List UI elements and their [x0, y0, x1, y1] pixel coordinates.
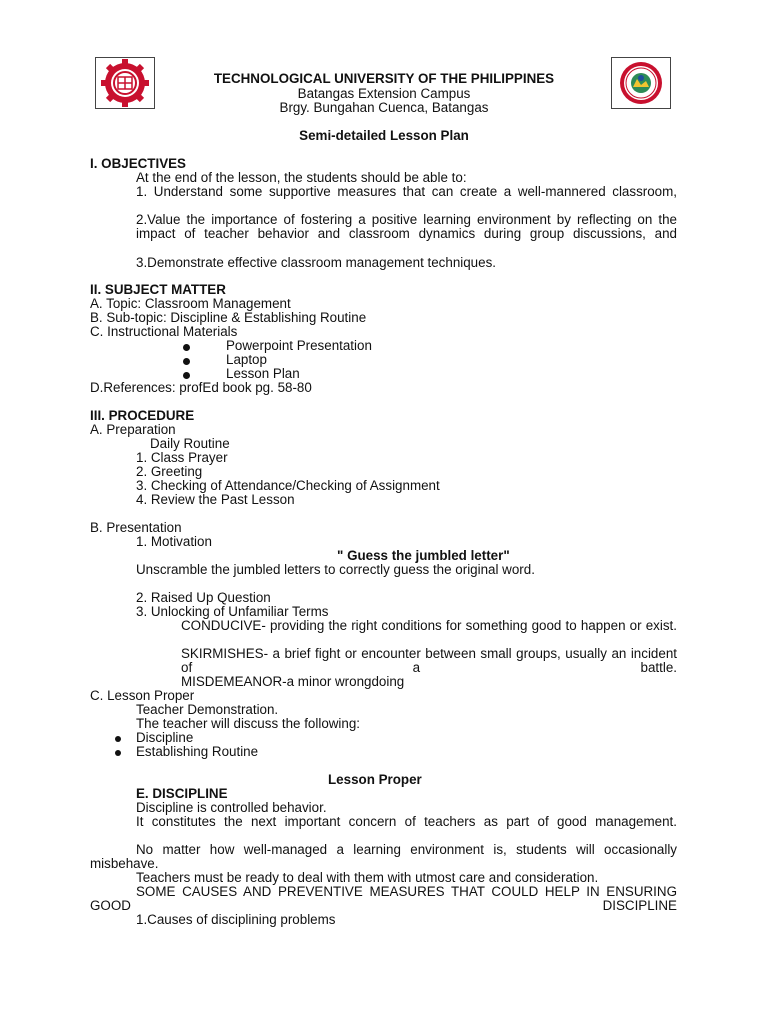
discuss-item: Discipline — [136, 730, 194, 745]
lesson-paragraph: SOME CAUSES AND PREVENTIVE MEASURES THAT COULD HELP IN ENSURING GOOD DISCIPLINE — [90, 884, 677, 913]
term-skirmishes: SKIRMISHES- a brief fight or encounter between small groups, usually an incident of a battle. — [181, 646, 677, 675]
subject-matter-heading: II. SUBJECT MATTER — [90, 282, 226, 297]
objective-1: 1. Understand some supportive measures that can create a well-mannered classroom, — [136, 184, 677, 199]
discuss-item: Establishing Routine — [136, 744, 259, 759]
term-conducive: CONDUCIVE- providing the right conditions for something good to happen or exist. — [181, 618, 677, 633]
preparation-label: A. Preparation — [90, 422, 176, 437]
unlocking-label: 3. Unlocking of Unfamiliar Terms — [136, 604, 329, 619]
term-misdemeanor: MISDEMEANOR-a minor wrongdoing — [181, 674, 405, 689]
bullet-icon — [115, 750, 121, 756]
presentation-label: B. Presentation — [90, 520, 182, 535]
campus-name: Batangas Extension Campus — [297, 86, 471, 101]
objective-3: 3.Demonstrate effective classroom management techniques. — [136, 255, 496, 270]
routine-item: 3. Checking of Attendance/Checking of Assignment — [136, 478, 440, 493]
game-title: " Guess the jumbled letter" — [337, 548, 510, 563]
lesson-proper-heading: Lesson Proper — [328, 772, 422, 787]
discipline-heading: E. DISCIPLINE — [136, 786, 228, 801]
daily-routine-label: Daily Routine — [150, 436, 230, 451]
lesson-paragraph: 1.Causes of disciplining problems — [136, 912, 336, 927]
lesson-proper-label: C. Lesson Proper — [90, 688, 195, 703]
objectives-intro: At the end of the lesson, the students should be able to: — [136, 170, 467, 185]
bullet-icon — [183, 344, 190, 351]
game-instruction: Unscramble the jumbled letters to correctly guess the original word. — [136, 562, 535, 577]
lesson-paragraph: Teachers must be ready to deal with them with utmost care and consideration. — [136, 870, 599, 885]
bullet-icon — [115, 736, 121, 742]
campus-address: Brgy. Bungahan Cuenca, Batangas — [279, 100, 489, 115]
tup-logo-left — [95, 57, 155, 109]
bullet-icon — [183, 372, 190, 379]
objective-2: 2.Value the importance of fostering a positive learning environment by reflecting on the impact of teacher behavior and classroom dynamics during group discussions, and — [136, 212, 677, 241]
document-title: Semi-detailed Lesson Plan — [299, 128, 469, 143]
raised-question-label: 2. Raised Up Question — [136, 590, 271, 605]
motivation-label: 1. Motivation — [136, 534, 212, 549]
references: D.References: profEd book pg. 58-80 — [90, 380, 312, 395]
lesson-paragraph: Discipline is controlled behavior. — [136, 800, 327, 815]
routine-item: 2. Greeting — [136, 464, 203, 479]
objectives-heading: I. OBJECTIVES — [90, 156, 186, 171]
teacher-demo: Teacher Demonstration. — [136, 702, 279, 717]
discuss-intro: The teacher will discuss the following: — [136, 716, 361, 731]
subject-subtopic: B. Sub-topic: Discipline & Establishing Routine — [90, 310, 367, 325]
lesson-paragraph: It constitutes the next important concern of teachers as part of good management. — [136, 814, 677, 829]
material-item: Powerpoint Presentation — [226, 338, 372, 353]
procedure-heading: III. PROCEDURE — [90, 408, 195, 423]
subject-topic: A. Topic: Classroom Management — [90, 296, 291, 311]
lesson-paragraph: No matter how well-managed a learning environment is, students will occasionally misbehave. — [90, 842, 677, 871]
tup-batangas-logo-right — [611, 57, 671, 109]
routine-item: 4. Review the Past Lesson — [136, 492, 295, 507]
material-item: Laptop — [226, 352, 267, 367]
material-item: Lesson Plan — [226, 366, 300, 381]
bullet-icon — [183, 358, 190, 365]
routine-item: 1. Class Prayer — [136, 450, 228, 465]
university-name: TECHNOLOGICAL UNIVERSITY OF THE PHILIPPINES — [213, 71, 555, 86]
materials-label: C. Instructional Materials — [90, 324, 238, 339]
